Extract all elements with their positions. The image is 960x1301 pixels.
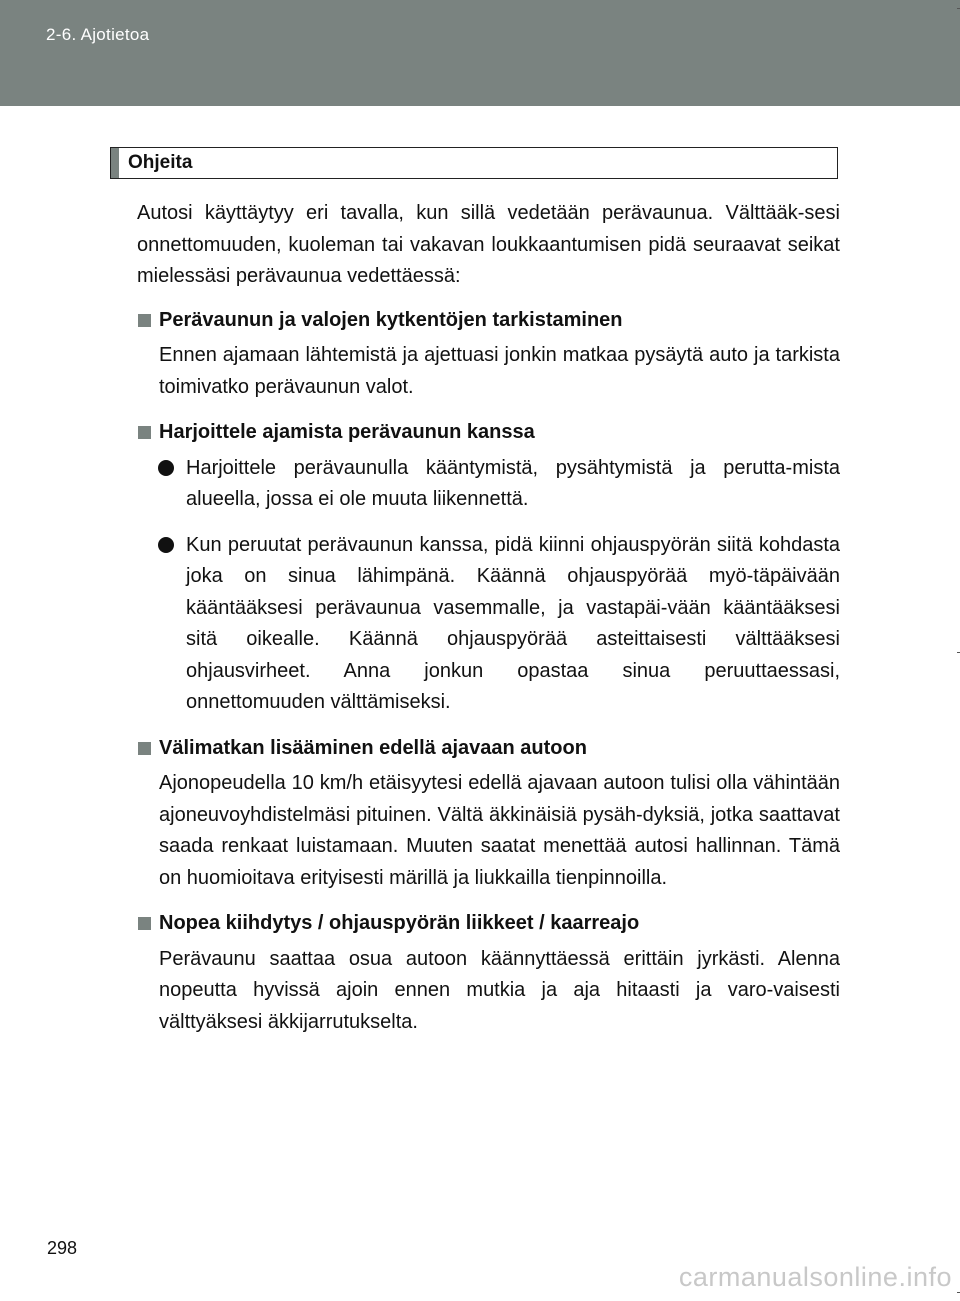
paragraph-distance: Ajonopeudella 10 km/h etäisyytesi edellä ajavaan autoon tulisi olla vähintään ajoneuvoyhdistelmäsi pituinen. Vältä äkkinäisiä pysäh-dyksiä, jotka saattavat saada renkaat luistamaan. Muuten saatat menettää autosi hallinnan. Tämä on huomioitava erityisesti märillä ja liukkailla tienpinnoilla. — [159, 772, 840, 889]
subheading-trailer-lights — [137, 305, 840, 337]
section-label: 2-6. Ajotietoa — [46, 25, 150, 44]
round-bullet-icon — [158, 460, 174, 476]
main-content — [137, 198, 840, 1052]
square-bullet-icon — [138, 917, 151, 930]
intro-paragraph: Autosi käyttäytyy eri tavalla, kun sillä vedetään perävaunua. Välttääk-sesi onnettomuuden, kuoleman tai vakavan loukkaantumisen pidä seuraavat seikat mielessäsi perävaunua vedettäessä: — [137, 202, 840, 287]
subheading-text: Nopea kiihdytys / ohjauspyörän liikkeet / kaarreajo — [159, 912, 640, 934]
subheading-text: Välimatkan lisääminen edellä ajavaan autoon — [159, 736, 587, 759]
list-item — [186, 453, 840, 516]
list-item-text: Harjoittele perävaunulla kääntymistä, pysähtymistä ja perutta-mista alueella, jossa ei ole muuta liikennettä. — [186, 456, 840, 510]
subheading-practice — [137, 417, 840, 449]
subheading-text: Perävaunun ja valojen kytkentöjen tarkistaminen — [159, 308, 623, 331]
subheading-distance — [137, 733, 840, 765]
watermark: carmanualsonline.info — [678, 1262, 952, 1292]
list-item — [186, 530, 840, 719]
square-bullet-icon — [138, 314, 151, 327]
subheading-acceleration — [137, 908, 840, 940]
square-bullet-icon — [138, 742, 151, 755]
page-number: 298 — [47, 1238, 78, 1258]
round-bullet-icon — [158, 537, 174, 553]
subheading-text: Harjoittele ajamista perävaunun kanssa — [159, 421, 535, 443]
paragraph-trailer-lights: Ennen ajamaan lähtemistä ja ajettuasi jonkin matkaa pysäytä auto ja tarkista toimivatko perävaunun valot. — [159, 344, 840, 398]
list-item-text: Kun peruutat perävaunun kanssa, pidä kiinni ohjauspyörän siitä kohdasta joka on sinua lähimpänä. Käännä ohjauspyörää myö-täpäivään kääntääksesi perävaunua vasemmalle, ja vastapäi-vään kääntääksesi sitä oikealle. Käännä ohjauspyörää asteittaisesti välttääksesi ohjausvirheet. Anna jonkun opastaa sinua peruuttaessasi, onnettomuuden välttämiseksi. — [186, 533, 840, 713]
title-accent-bar — [111, 148, 119, 178]
section-title-box — [110, 147, 838, 179]
square-bullet-icon — [138, 426, 151, 439]
box-title: Ohjeita — [128, 152, 193, 173]
paragraph-acceleration: Perävaunu saattaa osua autoon käännyttäessä erittäin jyrkästi. Alenna nopeutta hyvissä ajoin ennen mutkia ja aja hitaasti ja varo-vaisesti välttyäksesi äkkijarrutukselta. — [159, 947, 840, 1033]
header-bar — [0, 0, 960, 106]
